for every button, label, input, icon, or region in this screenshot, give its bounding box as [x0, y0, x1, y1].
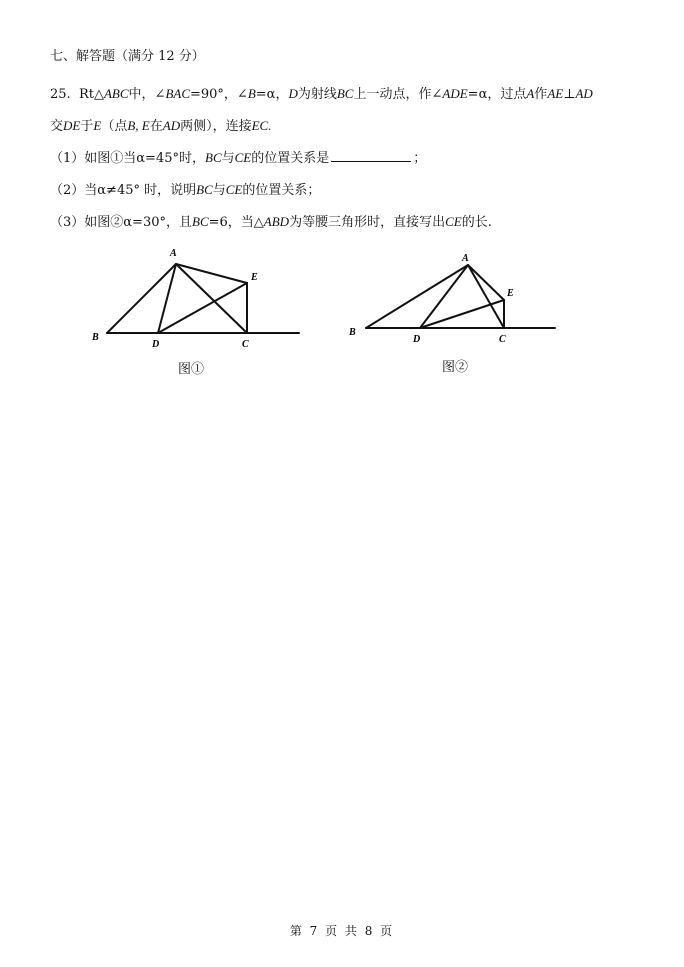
- problem-number: 25.: [50, 87, 71, 102]
- problem-line-1: 25. Rt△ABC中，∠BAC=90°，∠B=α，D为射线BC上一动点，作∠ADE=α，过点A作AE⊥AD: [50, 86, 593, 102]
- question-3: （3）如图②α=30°，且BC=6，当△ABD为等腰三角形时，直接写出CE的长.: [50, 214, 492, 230]
- figure-2-caption: 图②: [442, 360, 469, 375]
- fig1-label-b: B: [92, 332, 99, 343]
- figure-2: [340, 248, 570, 353]
- fig1-label-a: A: [170, 248, 177, 259]
- fig1-segment-ab: [107, 264, 176, 333]
- fig2-label-d: D: [413, 334, 421, 345]
- question-1: （1）如图①当α=45°时，BC与CE的位置关系是 ；: [50, 150, 427, 166]
- question-2: （2）当α≠45° 时，说明BC与CE的位置关系；: [50, 182, 321, 198]
- figure-1-caption: 图①: [178, 362, 205, 377]
- fig2-segment-de: [420, 300, 504, 328]
- problem-line-2: 交DE于E（点B, E在AD两侧），连接EC.: [50, 118, 272, 134]
- fig2-label-e: E: [507, 288, 514, 299]
- page-footer: 第 7 页 共 8 页: [289, 924, 395, 938]
- answer-blank[interactable]: [331, 149, 411, 162]
- fig1-label-e: E: [251, 272, 258, 283]
- fig1-label-d: D: [152, 339, 160, 350]
- fig2-label-c: C: [499, 334, 506, 345]
- fig2-label-a: A: [462, 253, 469, 264]
- fig2-label-b: B: [349, 327, 356, 338]
- fig2-segment-ad: [420, 265, 468, 328]
- fig1-label-c: C: [242, 339, 249, 350]
- figure-1: [80, 240, 320, 355]
- fig2-segment-ab: [366, 265, 468, 328]
- section-title: 七、解答题（满分 12 分）: [50, 49, 205, 64]
- fig2-segment-ac: [468, 265, 504, 328]
